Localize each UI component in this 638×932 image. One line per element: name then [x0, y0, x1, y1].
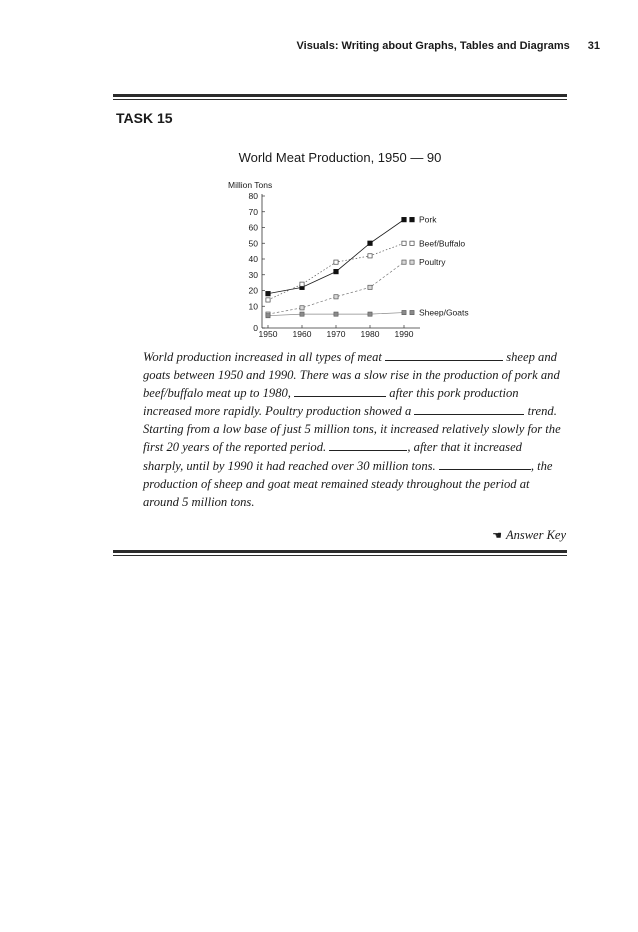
legend-label: Poultry: [419, 257, 446, 268]
answer-blank-1[interactable]: [385, 350, 503, 361]
exercise-text-2: sheep and goats between 1950 and 1990. There was a slow rise in the production of pork and beef/buffalo meat up to 1980,: [143, 350, 560, 401]
answer-blank-4[interactable]: [329, 440, 407, 451]
answer-blank-3[interactable]: [414, 404, 524, 415]
y-tick-label: 80: [248, 191, 258, 201]
data-point: [266, 292, 270, 296]
legend-label: Beef/Buffalo: [419, 238, 466, 249]
data-point: [334, 295, 338, 299]
x-tick-label: 1990: [394, 329, 414, 339]
page-number: 31: [587, 40, 600, 52]
answer-blank-5[interactable]: [439, 459, 531, 470]
data-point: [300, 312, 304, 316]
series-lines: [268, 220, 404, 316]
data-point: [300, 306, 304, 310]
task-title: TASK 15: [116, 110, 173, 126]
data-point: [334, 312, 338, 316]
data-point: [368, 254, 372, 258]
answer-blank-2[interactable]: [294, 386, 386, 397]
y-tick-label: 30: [248, 269, 258, 280]
y-tick-label: 40: [248, 254, 258, 264]
exercise-paragraph: [143, 348, 563, 511]
x-tick-label: 1960: [292, 329, 312, 339]
legend-label: Sheep/Goats: [419, 307, 469, 318]
data-point: [334, 270, 338, 274]
y-tick-label: 70: [248, 206, 258, 217]
x-tick-label: 1980: [360, 329, 380, 339]
y-tick-label: 50: [248, 238, 258, 249]
answer-key-label: Answer Key: [505, 528, 566, 542]
exercise-text-4: trend. Starting from a low base of just 5 million tons, it increased relatively slowly for the first 20 years of the reported period.: [143, 404, 561, 455]
exercise-text-6: , the production of sheep and goat meat remained steady throughout the period at around 5 million tons.: [143, 458, 553, 509]
chart-axes: [249, 191, 420, 339]
answer-key-link[interactable]: [492, 528, 566, 543]
data-point: [334, 260, 338, 264]
legend-label: Pork: [419, 214, 437, 225]
data-point: [402, 260, 406, 264]
data-point: [266, 314, 270, 318]
chart-title: World Meat Production, 1950 — 90: [238, 150, 442, 165]
data-point: [368, 241, 372, 245]
x-tick-label: 1950: [258, 329, 278, 339]
y-tick-label: 0: [253, 323, 258, 333]
y-tick-label: 10: [248, 301, 258, 312]
pointing-hand-icon: ☚: [492, 530, 502, 542]
y-axis-label: Million Tons: [228, 180, 273, 190]
y-tick-label: 20: [248, 285, 258, 296]
chart-legend: [410, 215, 469, 318]
exercise-text-5: , after that it increased sharply, until by 1990 it had reached over 30 million tons.: [143, 440, 522, 473]
data-point: [402, 218, 406, 222]
legend-marker: [410, 260, 414, 264]
exercise-text-3: after this pork production increased more rapidly. Poultry production showed a: [143, 386, 519, 419]
y-tick-label: 60: [248, 222, 258, 233]
data-point: [266, 298, 270, 302]
exercise-text-1: World production increased in all types of meat: [143, 350, 382, 364]
bottom-rule-thin: [113, 555, 567, 556]
data-point: [402, 241, 406, 245]
data-point: [368, 312, 372, 316]
legend-marker: [410, 218, 414, 222]
meat-production-chart: [0, 0, 638, 345]
legend-marker: [410, 241, 414, 245]
data-point: [368, 285, 372, 289]
running-title: Visuals: Writing about Graphs, Tables and Diagrams: [296, 40, 570, 52]
bottom-rule-thick: [113, 550, 567, 553]
data-point: [402, 310, 406, 314]
data-point: [300, 282, 304, 286]
series-line: [268, 220, 404, 294]
legend-marker: [410, 310, 414, 314]
x-tick-label: 1970: [326, 329, 346, 339]
